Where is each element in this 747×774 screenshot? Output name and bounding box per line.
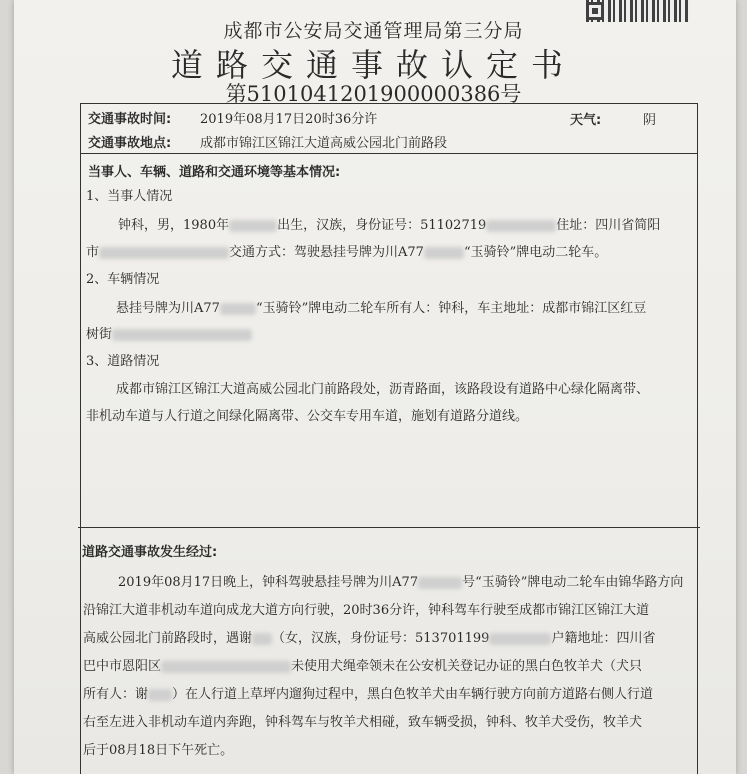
issuing-office: 成都市公安局交通管理局第三分局 (223, 20, 524, 42)
vehicle-info-line: 树街 (86, 323, 252, 342)
table-left-border (80, 103, 81, 774)
process-line: 后于08月18日下午死亡。 (83, 743, 234, 758)
redacted-mark (229, 220, 277, 232)
weather-label: 天气: (570, 113, 602, 128)
road-info-title: 3、道路情况 (86, 354, 160, 369)
document-number: 第5101041201900000386号 (225, 82, 522, 106)
road-info-line: 非机动车道与人行道之间绿化隔离带、公交车专用车道，施划有道路分道线。 (86, 409, 529, 424)
process-line: 沿锦江大道非机动车道向成龙大道方向行驶，20时36分许，钟科驾车行驶至成都市锦江区锦江大道 (83, 603, 650, 618)
redacted-mark (424, 247, 464, 259)
redacted-mark (486, 220, 556, 232)
redacted-mark (489, 633, 551, 645)
info-divider (80, 153, 697, 154)
time-value: 2019年08月17日20时36分许 (200, 112, 378, 127)
accident-process-heading: 道路交通事故发生经过: (82, 545, 218, 560)
party-info-line: 钟科，男，1980年 出生，汉族，身份证号：51102719 住址：四川省简阳 (118, 218, 661, 233)
redacted-mark (112, 329, 252, 341)
redacted-mark (161, 661, 291, 673)
process-line: 所有人：谢 ）在人行道上草坪内遛狗过程中，黑白色牧羊犬由车辆行驶方向前方道路右侧人行道 (83, 687, 654, 702)
table-right-border (697, 103, 698, 774)
time-label: 交通事故时间: (88, 112, 172, 127)
party-info-title: 1、当事人情况 (86, 189, 173, 204)
weather-value: 阴 (643, 113, 657, 128)
party-info-line: 市 交通方式：驾驶悬挂号牌为川A77 “玉骑铃”牌电动二轮车。 (86, 245, 608, 260)
basic-info-heading: 当事人、车辆、道路和交通环境等基本情况: (88, 165, 341, 180)
process-line: 巴中市恩阳区 未使用犬绳牵领未在公安机关登记办证的黑白色牧羊犬（犬只 (83, 659, 643, 674)
road-info-line: 成都市锦江区锦江大道高威公园北门前路段处，沥青路面，该路段设有道路中心绿化隔离带、 (116, 382, 650, 397)
section-divider (78, 527, 700, 528)
place-value: 成都市锦江区锦江大道高威公园北门前路段 (200, 136, 448, 151)
vehicle-info-title: 2、车辆情况 (86, 272, 160, 287)
vehicle-info-line: 悬挂号牌为川A77 “玉骑铃”牌电动二轮车所有人：钟科，车主地址：成都市锦江区红豆 (116, 301, 647, 316)
document-title: 道路交通事故认定书 (170, 46, 576, 84)
redacted-mark (99, 247, 229, 259)
process-line: 右至左进入非机动车道内奔跑，钟科驾车与牧羊犬相碰，致车辆受损，钟科、牧羊犬受伤，牧羊犬 (83, 715, 643, 730)
place-label: 交通事故地点: (88, 136, 172, 151)
process-line: 2019年08月17日晚上，钟科驾驶悬挂号牌为川A77 号“玉骑铃”牌电动二轮车由锦华路方向 (118, 575, 684, 590)
redacted-mark (148, 689, 172, 701)
table-top-border (80, 103, 697, 104)
redacted-mark (418, 577, 462, 589)
process-line: 高威公园北门前路段时，遇谢 （女，汉族，身份证号：513701199 户籍地址：四川省 (83, 631, 656, 646)
redacted-mark (220, 303, 256, 315)
redacted-mark (252, 633, 272, 645)
